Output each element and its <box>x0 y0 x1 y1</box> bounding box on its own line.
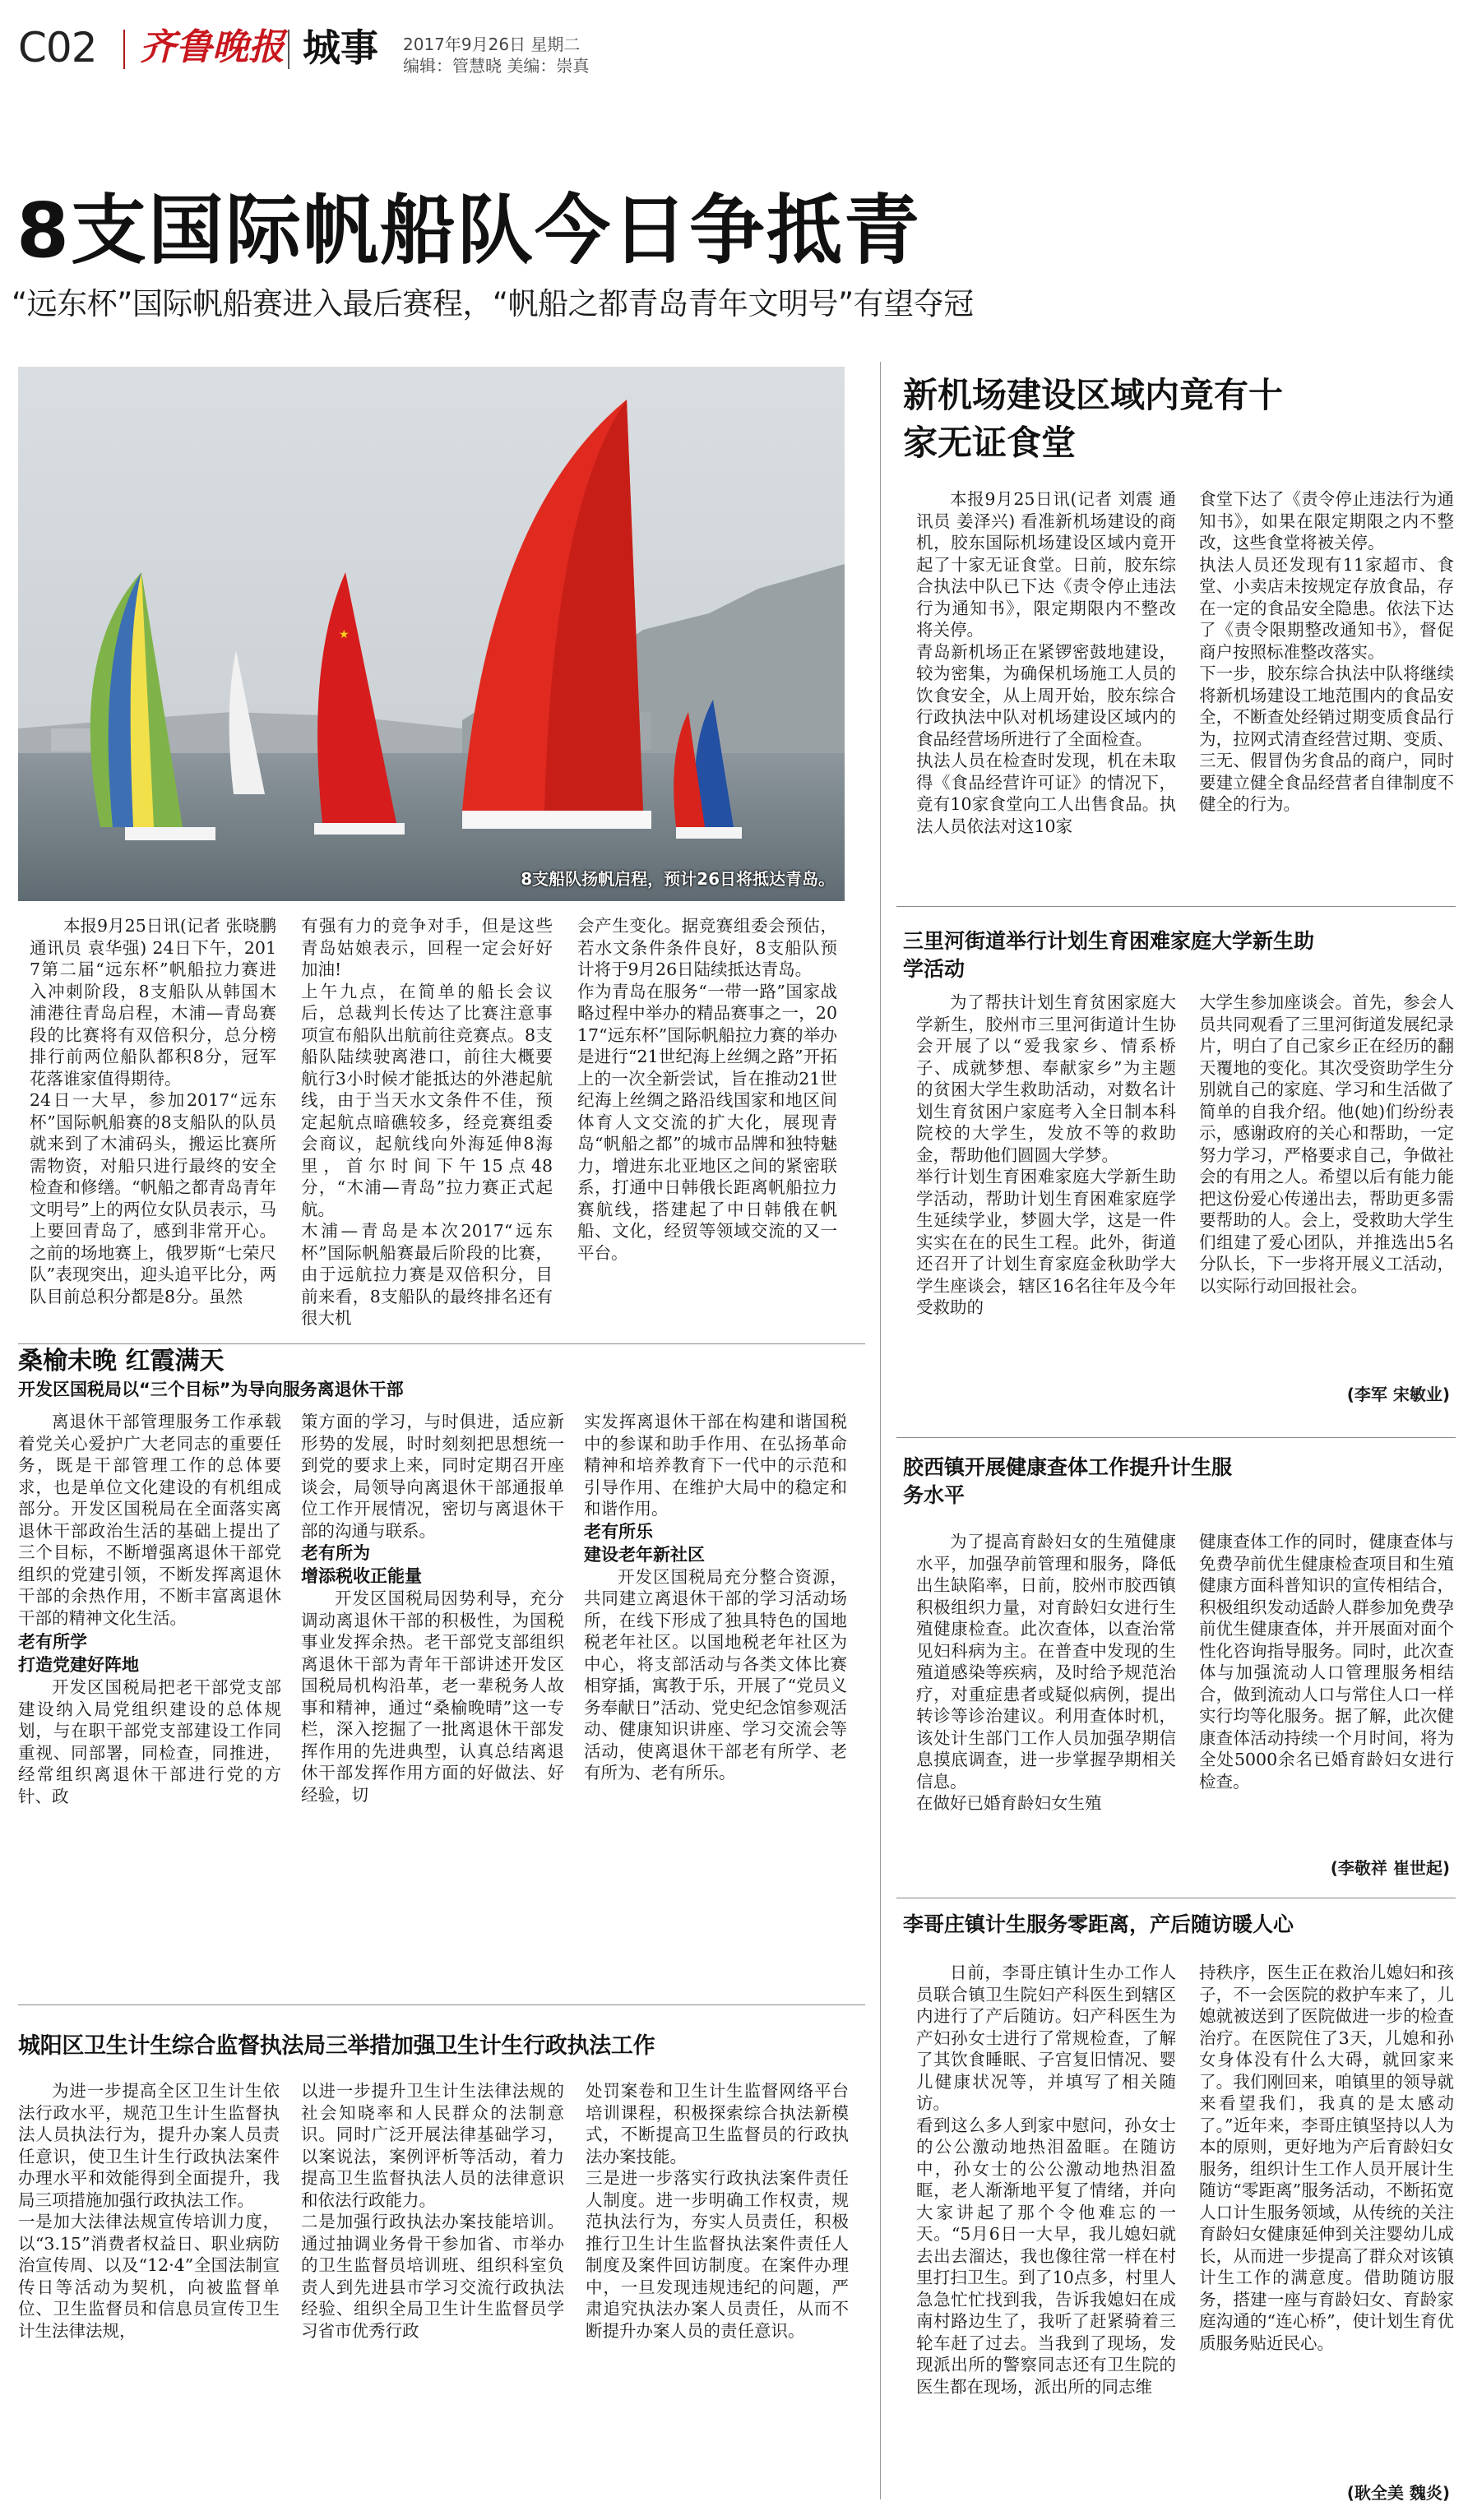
lead-headline: 8支国际帆船队今日争抵青 <box>16 187 922 275</box>
sailboats-photo <box>18 367 845 901</box>
retirees-sub-1: 老有所学 打造党建好阵地 <box>18 1632 139 1675</box>
retirees-column-2 <box>301 1411 564 1929</box>
sanlihe-column-2 <box>1199 992 1454 1378</box>
airport-headline: 新机场建设区域内竟有十家无证食堂 <box>903 375 1284 463</box>
lead-text-1: 本报9月25日讯(记者 张晓鹏 通讯员 袁华强) 24日下午，2017第二届“远东杯”帆船拉力赛进入冲刺阶段，8支船队从韩国木浦港往青岛启程，木浦—青岛赛段的比赛将有双倍积分，总分榜排行前两位船队都积8分，冠军花落谁家值得期待。 24日一大早，参加2017“远东杯”国际帆船赛的8支船队的队员就来到了木浦码头，搬运比赛所需物资，对船只进行最终的安全检查和修缮。“帆船之都青岛青年文明号”上的两位女队员表示，马上要回青岛了，感到非常开心。之前的场地赛上，俄罗斯“七荣尺队”表现突出，迎头追平比分，两队目前总积分都是8分。虽然 <box>30 916 276 1306</box>
ligezhuang-text-1: 日前，李哥庄镇计生办工作人员联合镇卫生院妇产科医生到辖区内进行了产后随访。妇产科医生为产妇孙女士进行了常规检查，了解了其饮食睡眠、子宫复旧情况、婴儿健康状况等，并填写了相关随访。 看到这么多人到家中慰问，孙女士的公公激动地热泪盈眶。在随访中，孙女士的公公激动地热泪盈眶，老人渐渐地平复了情绪，并向大家讲起了那个令他难忘的一天。“5月6日一大早，我儿媳妇就去出去溜达，我也像往常一样在村里打扫卫生。到了10点多，村里人急急忙忙找到我，告诉我媳妇在成南村路边生了，我听了赶紧骑着三轮车赶了过去。当我到了现场，发现派出所的警察同志还有卫生院的医生都在现场，派出所的同志维 <box>916 1963 1176 2397</box>
airport-text-1: 本报9月25日讯(记者 刘震 通讯员 姜泽兴) 看准新机场建设的商机，胶东国际机场建设区域内竟开起了十家无证食堂。日前，胶东综合执法中队已下达《责令停止违法行为通知书》，限定期限内不整改将关停。 青岛新机场正在紧锣密鼓地建设，较为密集，为确保机场施工人员的饮食安全，从上周开始，胶东综合行政执法中队对机场建设区域内的食品经营场所进行了全面检查。 执法人员在检查时发现，机在未取得《食品经营许可证》的情况下，竟有10家食堂向工人出售食品。执法人员依法对这10家 <box>916 489 1176 836</box>
retirees-subheadline: 开发区国税局以“三个目标”为导向服务离退休干部 <box>18 1380 404 1399</box>
section-title: 城事 <box>303 25 378 70</box>
divider-health-top <box>18 2004 865 2005</box>
lead-text-3: 会产生变化。据竞赛组委会预估，若水文条件条件良好，8支船队预计将于9月26日陆续抵达青岛。 作为青岛在服务“一带一路”国家战略过程中举办的精品赛事之一，2017“远东杯”国际帆船拉力赛的举办是进行“21世纪海上丝绸之路”开拓上的一次全新尝试，旨在推动21世纪海上丝绸之路沿线国家和地区间体育人文交流的扩大化，展现青岛“帆船之都”的城市品牌和独特魅力，增进东北亚地区之间的紧密联系，打通中日韩俄长距离帆船拉力赛航线，搭建起了中日韩俄在帆船、文化，经贸等领域交流的又一平台。 <box>577 916 837 1263</box>
sanlihe-credit: (李军 宋敏业) <box>1346 1385 1450 1404</box>
ligezhuang-headline: 李哥庄镇计生服务零距离，产后随访暖人心 <box>903 1912 1294 1936</box>
retirees-headline: 桑榆未晚 红霞满天 <box>18 1347 225 1376</box>
sanlihe-text-1: 为了帮扶计划生育贫困家庭大学新生，胶州市三里河街道计生协会开展了以“爱我家乡、情系桥子、成就梦想、奉献家乡”为主题的贫困大学生救助活动，对数名计划生育贫困户家庭考入全日制本科院校的大学生，发放不等的救助金，帮助他们圆圆大学梦。 举行计划生育困难家庭大学新生助学活动，帮助计划生育困难家庭学生延续学业，梦圆大学，这是一件实实在在的民生工程。此外，街道还召开了计划生育家庭金秋助学大学生座谈会，辖区16名往年及今年受救助的 <box>916 992 1176 1317</box>
column-divider-main <box>880 362 881 2499</box>
editor-line: 编辑：管慧晓 美编：崇真 <box>403 56 590 76</box>
health-text-3: 处罚案卷和卫生计生监督网络平台培训课程，积极探索综合执法新模式，不断提高卫生监督员的行政执法办案技能。 三是进一步落实行政执法案件责任人制度。进一步明确工作权责，规范执法行为，夯实人员责任，积极推行卫生计生监督执法案件责任人制度及案件回访制度。在案件办理中，一旦发现违规违纪的问题，严肃追究执法办案人员责任，从而不断提升办案人员的责任意识。 <box>586 2081 849 2341</box>
jiaoxi-credit: (李敬祥 崔世起) <box>1330 1858 1450 1878</box>
masthead <box>0 0 1468 82</box>
jiaoxi-headline: 胶西镇开展健康查体工作提升计生服务水平 <box>903 1455 1233 1507</box>
jiaoxi-column-2 <box>1199 1531 1454 1852</box>
airport-text-2: 食堂下达了《责令停止违法行为通知书》，如果在限定期限之内不整改，这些食堂将被关停。 执法人员还发现有11家超市、食堂、小卖店未按规定存放食品，存在一定的食品安全隐患。依法下达了《责令限期整改通知书》，督促商户按照标准整改落实。 下一步，胶东综合执法中队将继续将新机场建设工地范围内的食品安全，不断查处经销过期变质食品行为，拉网式清查经营过期、变质、三无、假冒伪劣食品的商户，同时要建立健全食品经营者自律制度不健全的行为。 <box>1199 489 1454 814</box>
paper-logo: 齐鲁晚报 <box>140 26 285 68</box>
lead-column-3 <box>577 915 837 1310</box>
jiaoxi-column-1 <box>916 1531 1176 1880</box>
lead-subheadline: “远东杯”国际帆船赛进入最后赛程，“帆船之都青岛青年文明号”有望夺冠 <box>12 286 974 321</box>
photo-caption: 8支船队扬帆启程，预计26日将抵达青岛。 <box>521 869 835 889</box>
jiaoxi-text-1: 为了提高育龄妇女的生殖健康水平，加强孕前管理和服务，降低出生缺陷率，日前，胶州市胶西镇积极组织力量，对育龄妇女进行生殖健康检查。此次查体，以查治常见妇科病为主。在普查中发现的生殖道感染等疾病，及时给予规范治疗，对重症患者或疑似病例，提出转诊等诊治建议。利用查体时机，该处计生部门工作人员加强孕期信息摸底调查，进一步掌握孕期相关信息。 在做好已婚育龄妇女生殖 <box>916 1532 1176 1813</box>
retirees-text-2: 策方面的学习，与时俱进，适应新形势的发展，时时刻刻把思想统一到党的要求上来，同时定期召开座谈会，局领导向离退休干部通报单位工作开展情况，密切与离退休干部的沟通与联系。 <box>301 1412 564 1541</box>
lead-photo <box>18 367 845 901</box>
retirees-text-1: 离退休干部管理服务工作承载着党关心爱护广大老同志的重要任务，既是干部管理工作的总体要求，也是单位文化建设的有机组成部分。开发区国税局在全面落实离退休干部政治生活的基础上提出了三个目标，不断增强离退休干部党组织的党建引领，不断发挥离退休干部的余热作用，不断丰富离退休干部的精神文化生活。 <box>18 1412 281 1628</box>
health-headline: 城阳区卫生计生综合监督执法局三举措加强卫生计生行政执法工作 <box>18 2033 655 2059</box>
airport-column-2 <box>1199 488 1454 899</box>
lead-column-1 <box>30 915 276 1310</box>
jiaoxi-text-2: 健康查体工作的同时，健康查体与免费孕前优生健康检查项目和生殖健康方面科普知识的宣传相结合，积极组织发动适龄人群参加免费孕前优生健康查体，并开展面对面个性化咨询指导服务。同时，此次查体与加强流动人口管理服务相结合，做到流动人口与常住人口一样实行均等化服务。据了解，此次健康查体活动持续一个月时间，将为全处5000余名已婚育龄妇女进行检查。 <box>1199 1532 1454 1792</box>
health-column-1 <box>18 2080 280 2508</box>
retirees-sub-2: 老有所为 增添税收正能量 <box>301 1543 422 1586</box>
retirees-sub-3: 老有所乐 建设老年新社区 <box>584 1521 705 1565</box>
masthead-divider-2 <box>288 30 289 69</box>
page-number: C02 <box>18 24 97 72</box>
masthead-divider <box>123 30 125 69</box>
ligezhuang-credit: (耿全美 魏炎) <box>1346 2483 1450 2503</box>
airport-column-1 <box>916 488 1176 899</box>
health-text-1: 为进一步提高全区卫生计生依法行政水平，规范卫生计生监督执法人员执法行为，提升办案人员责任意识，使卫生计生行政执法案件办理水平和效能得到全面提升，我局三项措施加强行政执法工作。 一是加大法律法规宣传培训力度，以“3.15”消费者权益日、职业病防治宣传周、以及“12·4”全国法制宣传日等活动为契机，向被监督单位、卫生监督员和信息员宣传卫生计生法律法规， <box>18 2081 280 2341</box>
retirees-text-3b: 开发区国税局充分整合资源，共同建立离退休干部的学习活动场所，在线下形成了独具特色的国地税老年社区。以国地税老年社区为中心，将支部活动与各类文体比赛相穿插，寓教于乐，开展了“党员义务奉献日”活动、党史纪念馆参观活动、健康知识讲座、学习交流会等活动，使离退休干部老有所学、老有所为、老有所乐。 <box>584 1566 847 1782</box>
retirees-column-1 <box>18 1411 281 1929</box>
health-column-2 <box>301 2080 564 2508</box>
retirees-text-2b: 开发区国税局因势利导，充分调动离退休干部的积极性，为国税事业发挥余热。老干部党支部组织离退休干部为青年干部讲述开发区国税局机构沿革，老一辈税务人故事和精神，通过“桑榆晚晴”这一专栏，深入挖掘了一批离退休干部发挥作用的先进典型，认真总结离退休干部发挥作用方面的好做法、好经验，切 <box>301 1588 564 1805</box>
health-text-2: 以进一步提升卫生计生法律法规的社会知晓率和人民群众的法制意识。同时广泛开展法律基础学习，以案说法，案例评析等活动，着力提高卫生监督执法人员的法律意识和依法行政能力。 二是加强行政执法办案技能培训。通过抽调业务骨干参加省、市举办的卫生监督员培训班、组织科室负责人到先进县市学习交流行政执法经验、组织全局卫生计生监督员学习省市优秀行政 <box>301 2081 564 2341</box>
sanlihe-text-2: 大学生参加座谈会。首先，参会人员共同观看了三里河街道发展纪录片，明白了自己家乡正在经历的翻天覆地的变化。其次受资助学生分别就自己的家庭、学习和生活做了简单的自我介绍。他(她)们纷纷表示，感谢政府的关心和帮助，一定努力学习，严格要求自己，争做社会的有用之人。希望以后有能力能把这份爱心传递出去，帮助更多需要帮助的人。会上，受救助大学生们组建了爱心团队，并推选出5名分队长，下一步将开展义工活动，以实际行动回报社会。 <box>1199 992 1454 1296</box>
divider-sanlihe <box>896 1437 1456 1438</box>
ligezhuang-column-2 <box>1199 1962 1454 2471</box>
date-line: 2017年9月26日 星期二 <box>403 35 581 54</box>
retirees-text-1b: 开发区国税局把老干部党支部建设纳入局党组织建设的总体规划，与在职干部党支部建设工作同重视、同部署，同检查，同推进，经常组织离退休干部进行党的方针、政 <box>18 1677 281 1806</box>
svg-text:★: ★ <box>339 628 350 641</box>
divider-airport <box>896 906 1456 907</box>
ligezhuang-column-1 <box>916 1962 1176 2504</box>
sanlihe-column-1 <box>916 992 1176 1403</box>
ligezhuang-text-2: 持秩序，医生正在救治儿媳妇和孩子，不一会医院的救护车来了，儿媳就被送到了医院做进一步的检查治疗。在医院住了3天，儿媳和孙女身体没有什么大碍，就回家来了。我们刚回来，咱镇里的领导就来看望我们，我真的是太感动了。”近年来，李哥庄镇坚持以人为本的原则，更好地为产后育龄妇女服务，组织计生工作人员开展计生随访“零距离”服务活动，不断拓宽人口计生服务领域，从传统的关注育龄妇女健康延伸到关注婴幼儿成长，从而进一步提高了群众对该镇计生工作的满意度。借助随访服务，搭建一座与育龄妇女、育龄家庭沟通的“连心桥”，使计划生育优质服务贴近民心。 <box>1199 1963 1454 2353</box>
sanlihe-headline: 三里河街道举行计划生育困难家庭大学新生助学活动 <box>903 929 1315 981</box>
health-column-3 <box>586 2080 849 2508</box>
divider-retirees-top <box>18 1343 865 1344</box>
retirees-text-3: 实发挥离退休干部在构建和谐国税中的参谋和助手作用、在弘扬革命精神和培养教育下一代中的示范和引导作用、在维护大局中的稳定和和谐作用。 <box>584 1412 847 1519</box>
lead-text-2: 有强有力的竞争对手，但是这些青岛姑娘表示，回程一定会好好加油! 上午九点，在简单的船长会议后，总裁判长传达了比赛注意事项宣布船队出航前往竞赛点。8支船队陆续驶离港口，前往大概要航行3小时候才能抵达的外港起航线，由于当天水文条件不佳，预定起航点暗礁较多，经竞赛组委会商议，起航线向外海延伸8海里，首尔时间下午15点48分，“木浦—青岛”拉力赛正式起航。 木浦—青岛是本次2017“远东杯”国际帆船赛最后阶段的比赛，由于远航拉力赛是双倍积分，目前来看，8支船队的最终排名还有很大机 <box>301 916 553 1328</box>
lead-column-2 <box>301 915 553 1328</box>
retirees-column-3 <box>584 1411 847 1929</box>
